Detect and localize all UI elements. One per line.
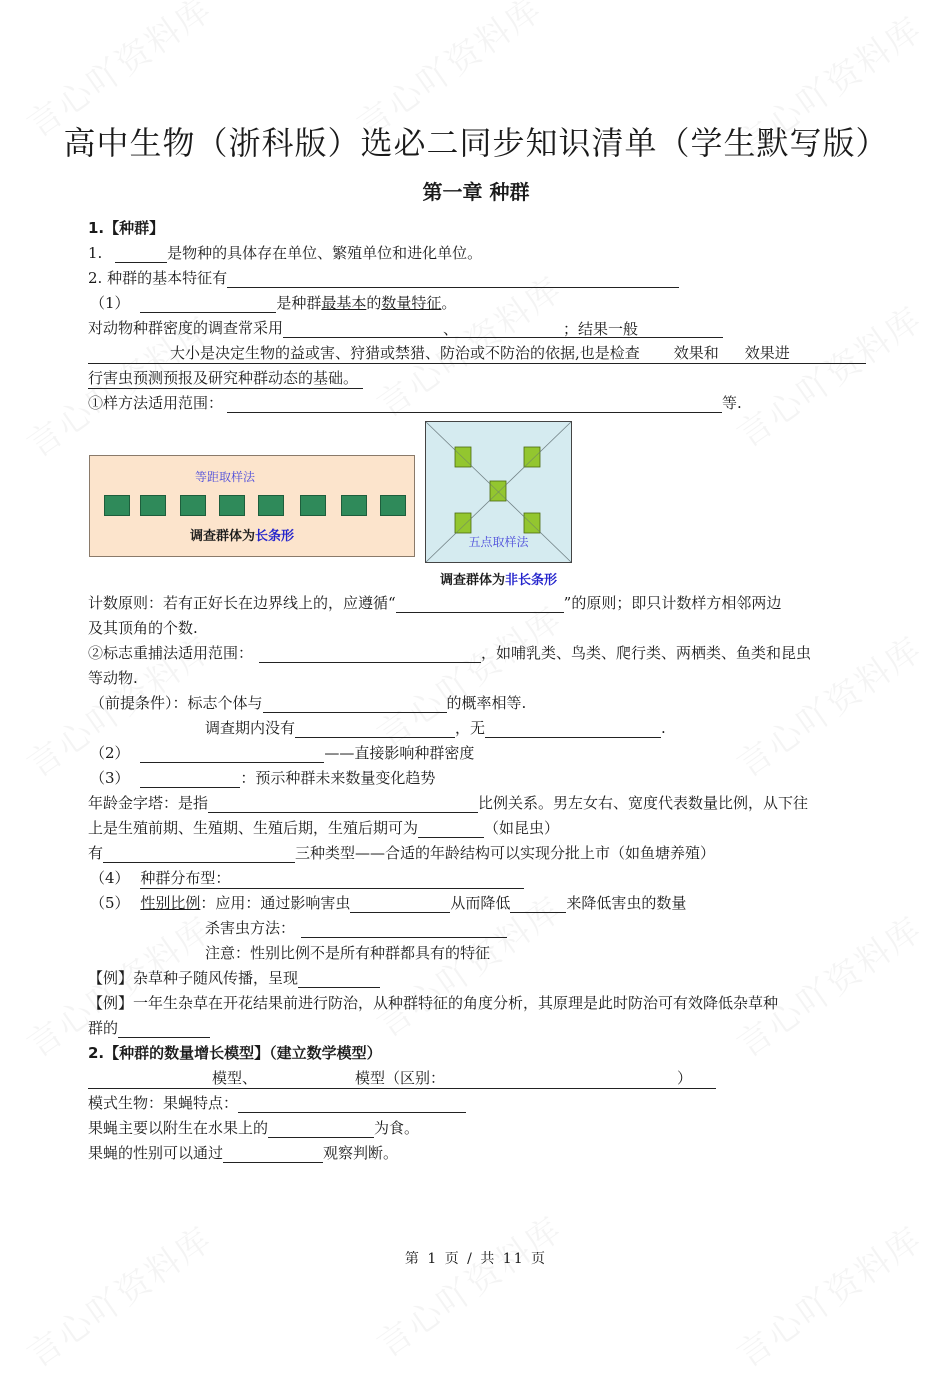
line-text: 从而降低 — [450, 894, 511, 912]
blank-field[interactable] — [103, 846, 295, 863]
line-text: 比例关系。男左女右、宽度代表数量比例，从下往 — [478, 794, 809, 812]
line-number: 1. — [88, 244, 103, 262]
line-number: （3） — [90, 769, 130, 787]
chapter-heading: 第一章 种群 — [422, 180, 530, 204]
blank-field[interactable] — [396, 596, 564, 613]
text-line — [88, 1143, 398, 1163]
text-line — [88, 818, 559, 838]
line-text: 效果进 — [744, 344, 790, 362]
text-line — [88, 1068, 716, 1089]
line-text: . — [661, 719, 666, 737]
text-line — [88, 843, 715, 863]
watermark — [15, 1212, 220, 1376]
line-number: （5） — [90, 894, 130, 912]
example-line — [88, 968, 380, 988]
blank-field[interactable] — [301, 921, 507, 938]
sample-quadrat — [180, 495, 206, 516]
line-text: 。 — [441, 294, 457, 312]
line-text: 对动物种群密度的调查常采用 — [88, 319, 284, 337]
line-text: 效果和 — [673, 344, 719, 362]
blank-field[interactable] — [140, 296, 276, 313]
text-line — [88, 593, 781, 613]
blank-field[interactable] — [263, 696, 447, 713]
blank-field[interactable] — [298, 971, 380, 988]
line-text: 2. 种群的基本特征有 — [88, 269, 228, 287]
text-line — [88, 318, 723, 338]
section-heading: 1.【种群】 — [88, 219, 165, 237]
blank-field[interactable] — [140, 771, 240, 788]
diagram-label: 等距取样法 — [194, 470, 255, 484]
text-line — [90, 743, 474, 763]
line-text: 年龄金字塔：是指 — [88, 794, 209, 812]
blank-field[interactable] — [208, 796, 478, 813]
line-text: ，无 — [455, 719, 486, 737]
line-text: 大小是决定生物的益或害、狩猎或禁猎、防治或不防治的依据,也是检查 — [170, 344, 640, 362]
line-text: ：应用：通过影响害虫 — [200, 894, 351, 912]
text-line — [90, 693, 526, 713]
caption-text: 调查群体为 — [439, 573, 505, 588]
watermark — [725, 292, 930, 456]
text-line — [90, 293, 456, 313]
example-line: 【例】一年生杂草在开花结果前进行防治，从种群特征的角度分析，其原理是此时防治可有效降低杂草种 — [88, 994, 779, 1012]
line-text: （前提条件）：标志个体与 — [90, 694, 263, 712]
line-text: 计数原则：若有正好长在边界线上的，应遵循“ — [88, 594, 396, 612]
sample-quadrat — [258, 495, 284, 516]
line-text: 是物种的具体存在单位、繁殖单位和进化单位。 — [167, 244, 483, 262]
line-text: ） — [677, 1069, 693, 1087]
line-text: 果蝇主要以附生在水果上的 — [88, 1119, 269, 1137]
equidistant-sampling-diagram — [89, 455, 415, 557]
blank-field[interactable] — [418, 821, 484, 838]
underlined-text: 最基本 — [321, 294, 367, 312]
blank-field[interactable] — [115, 246, 167, 263]
sample-quadrat — [341, 495, 367, 516]
text-line — [205, 718, 666, 738]
text-line — [88, 1093, 466, 1113]
text-line: 等动物. — [88, 669, 138, 687]
line-text: 为食。 — [374, 1119, 420, 1137]
caption-text: 调查群体为 — [189, 529, 255, 544]
line-text: ：预示种群未来数量变化趋势 — [240, 769, 436, 787]
line-text: 种群分布型： — [140, 869, 231, 887]
five-point-sampling-diagram — [425, 421, 572, 563]
text-line — [88, 343, 866, 364]
line-text: 【例】杂草种子随风传播，呈现 — [88, 969, 299, 987]
line-text: 有 — [88, 844, 104, 862]
line-number: （4） — [90, 869, 130, 887]
text-line — [90, 868, 524, 889]
line-text: 行害虫预测预报及研究种群动态的基础。 — [88, 369, 359, 387]
text-line — [88, 643, 811, 663]
text-line — [88, 368, 363, 389]
watermark — [725, 902, 930, 1066]
blank-field[interactable] — [140, 868, 524, 889]
blank-field[interactable] — [259, 646, 481, 663]
diagram-caption — [90, 525, 414, 544]
sample-quadrat — [104, 495, 130, 516]
line-text: 观察判断。 — [323, 1144, 399, 1162]
example-line — [88, 1018, 210, 1038]
line-text: 果蝇的性别可以通过 — [88, 1144, 224, 1162]
caption-highlight: 长条形 — [255, 529, 295, 544]
line-text: 等. — [722, 394, 742, 412]
watermark — [725, 1212, 930, 1376]
line-text: ；结果一般 — [563, 320, 639, 338]
line-text: ——直接影响种群密度 — [324, 744, 475, 762]
blank-field[interactable] — [140, 746, 324, 763]
text-line — [88, 393, 742, 413]
text-line — [88, 243, 482, 263]
section-heading: 2.【种群的数量增长模型】（建立数学模型） — [88, 1044, 382, 1062]
blank-field[interactable] — [350, 896, 450, 913]
blank-field[interactable] — [443, 321, 563, 338]
line-text: 模型（区别： — [355, 1069, 446, 1087]
line-text: 模式生物：果蝇特点： — [88, 1094, 239, 1112]
blank-field[interactable] — [485, 721, 661, 738]
watermark — [365, 1202, 570, 1366]
underlined-text: 性别比例 — [140, 894, 201, 912]
text-line — [88, 793, 808, 813]
line-text: ①样方法适用范围： — [88, 394, 224, 412]
blank-field[interactable] — [238, 1096, 466, 1113]
blank-field[interactable] — [227, 396, 722, 413]
text-line: 及其顶角的个数. — [88, 619, 198, 637]
text-line — [205, 918, 507, 938]
blank-field[interactable] — [268, 1121, 374, 1138]
line-text: （如昆虫） — [484, 819, 560, 837]
document-title: 高中生物（浙科版）选必二同步知识清单（学生默写版） — [63, 124, 889, 162]
text-line: 注意：性别比例不是所有种群都具有的特征 — [205, 944, 491, 962]
text-line — [88, 268, 679, 288]
line-text: 来降低害虫的数量 — [566, 894, 687, 912]
line-text: 群的 — [88, 1019, 119, 1037]
blank-field[interactable] — [563, 321, 723, 338]
line-number: （2） — [90, 744, 130, 762]
blank-field[interactable] — [227, 271, 679, 288]
line-text: ，如哺乳类、鸟类、爬行类、两栖类、鱼类和昆虫 — [481, 644, 812, 662]
caption-highlight: 非长条形 — [505, 573, 558, 588]
sample-quadrat — [140, 495, 166, 516]
sample-quadrat — [380, 495, 406, 516]
diagram-label: 五点取样法 — [468, 535, 529, 549]
line-text: 模型、 — [212, 1069, 258, 1087]
text-line — [90, 893, 686, 913]
line-text: 是种群 — [276, 294, 322, 312]
line-text: 三种类型——合适的年龄结构可以实现分批上市（如鱼塘养殖） — [295, 844, 716, 862]
sample-quadrat — [300, 495, 326, 516]
line-text: 杀害虫方法： — [205, 919, 296, 937]
blank-field[interactable] — [295, 721, 455, 738]
line-text: 上是生殖前期、生殖期、生殖后期，生殖后期可为 — [88, 819, 419, 837]
text-line — [90, 768, 435, 788]
separator: 、 — [443, 320, 459, 338]
sample-quadrat — [219, 495, 245, 516]
blank-field[interactable] — [510, 896, 566, 913]
line-text: 的概率相等. — [446, 694, 527, 712]
page-footer: 第 1 页 / 共 11 页 — [404, 1251, 548, 1267]
diagram-caption — [425, 569, 572, 588]
line-text: ”的原则；即只计数样方相邻两边 — [563, 594, 782, 612]
text-line — [88, 1118, 419, 1138]
line-text: ②标志重捕法适用范围： — [88, 644, 254, 662]
line-text: 调查期内没有 — [205, 719, 296, 737]
line-number: （1） — [90, 294, 130, 312]
underlined-text: 数量特征 — [381, 294, 442, 312]
blank-field[interactable] — [118, 1021, 210, 1038]
blank-field[interactable] — [283, 321, 443, 338]
line-text: 的 — [366, 294, 382, 312]
blank-field[interactable] — [223, 1146, 323, 1163]
